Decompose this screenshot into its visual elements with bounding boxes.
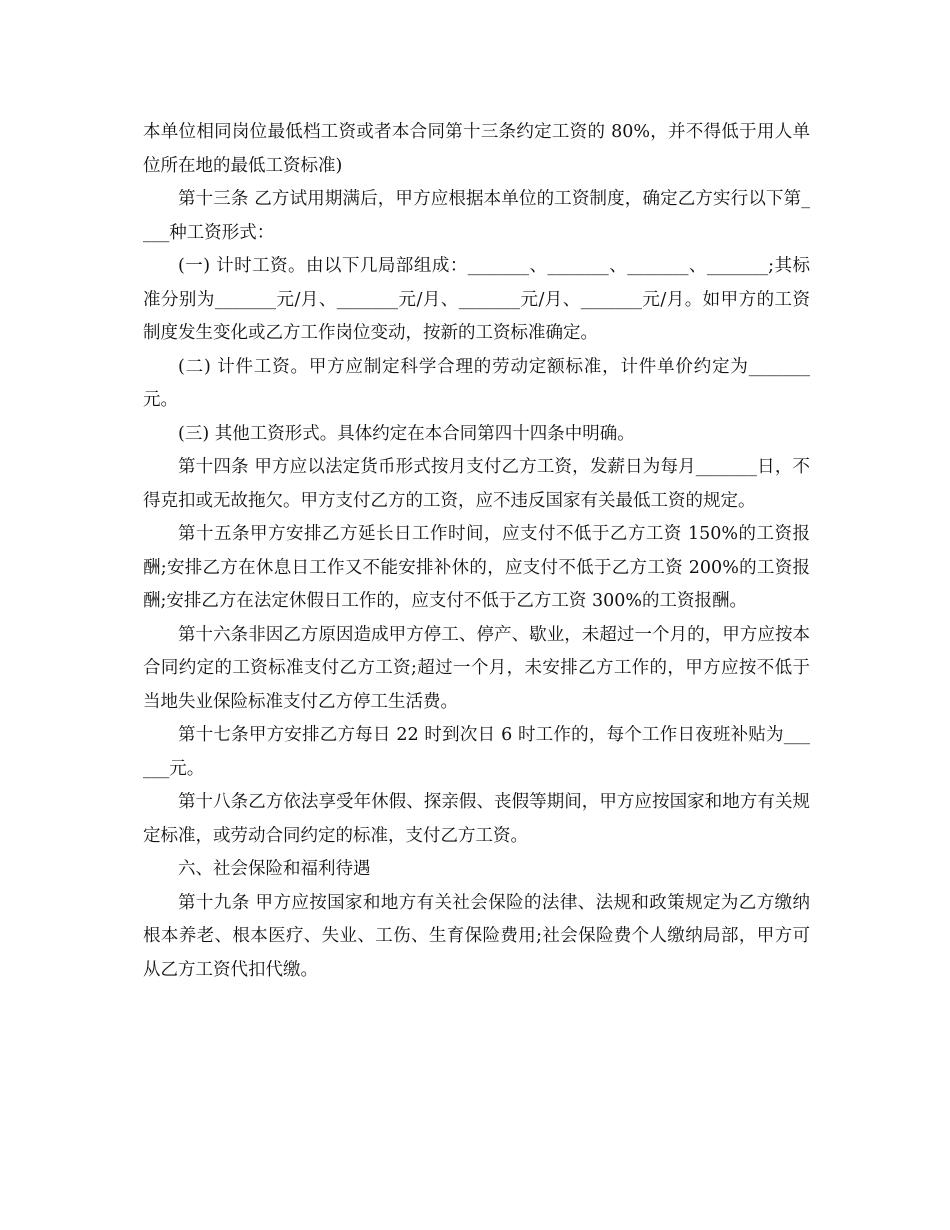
paragraph-article-14: 第十四条 甲方应以法定货币形式按月支付乙方工资，发薪日为每月_______日，不得克扣或无故拖欠。甲方支付乙方的工资，应不违反国家有关最低工资的规定。	[143, 457, 810, 511]
paragraph-article-17: 第十七条甲方安排乙方每日 22 时到次日 6 时工作的，每个工作日夜班补贴为______元。	[143, 725, 810, 779]
paragraph-hourly-wage: (一) 计时工资。由以下几局部组成：_______、_______、_______、_______;其标准分别为_______元/月、_______元/月、_______元/月、_______元/月。如甲方的工资制度发生变化或乙方工作岗位变动，按新的工资标准确定。	[143, 256, 810, 343]
paragraph-other-wage: (三) 其他工资形式。具体约定在本合同第四十四条中明确。	[178, 423, 635, 444]
paragraph-article-16: 第十六条非因乙方原因造成甲方停工、停产、歇业，未超过一个月的，甲方应按本合同约定的工资标准支付乙方工资;超过一个月，未安排乙方工作的，甲方应按不低于当地失业保险标准支付乙方停工生活费。	[143, 624, 810, 712]
paragraph-wage-floor-continuation: 本单位相同岗位最低档工资或者本合同第十三条约定工资的 80%，并不得低于用人单位所在地的最低工资标准)	[143, 122, 810, 176]
paragraph-piece-wage: (二) 计件工资。甲方应制定科学合理的劳动定额标准，计件单价约定为_______元。	[143, 356, 810, 410]
section-heading-social-insurance: 六、社会保险和福利待遇	[178, 859, 371, 879]
paragraph-article-18: 第十八条乙方依法享受年休假、探亲假、丧假等期间，甲方应按国家和地方有关规定标准，或劳动合同约定的标准，支付乙方工资。	[143, 792, 810, 846]
paragraph-article-13: 第十三条 乙方试用期满后，甲方应根据本单位的工资制度，确定乙方实行以下第____种工资形式：	[143, 189, 810, 243]
paragraph-article-19: 第十九条 甲方应按国家和地方有关社会保险的法律、法规和政策规定为乙方缴纳根本养老、根本医疗、失业、工伤、生育保险费用;社会保险费个人缴纳局部，甲方可从乙方工资代扣代缴。	[143, 892, 810, 980]
document-body	[143, 116, 810, 987]
paragraph-article-15: 第十五条甲方安排乙方延长日工作时间，应支付不低于乙方工资 150%的工资报酬;安排乙方在休息日工作又不能安排补休的，应支付不低于乙方工资 200%的工资报酬;安排乙方在法定休假日工作的，应支付不低于乙方工资 300%的工资报酬。	[143, 524, 810, 611]
